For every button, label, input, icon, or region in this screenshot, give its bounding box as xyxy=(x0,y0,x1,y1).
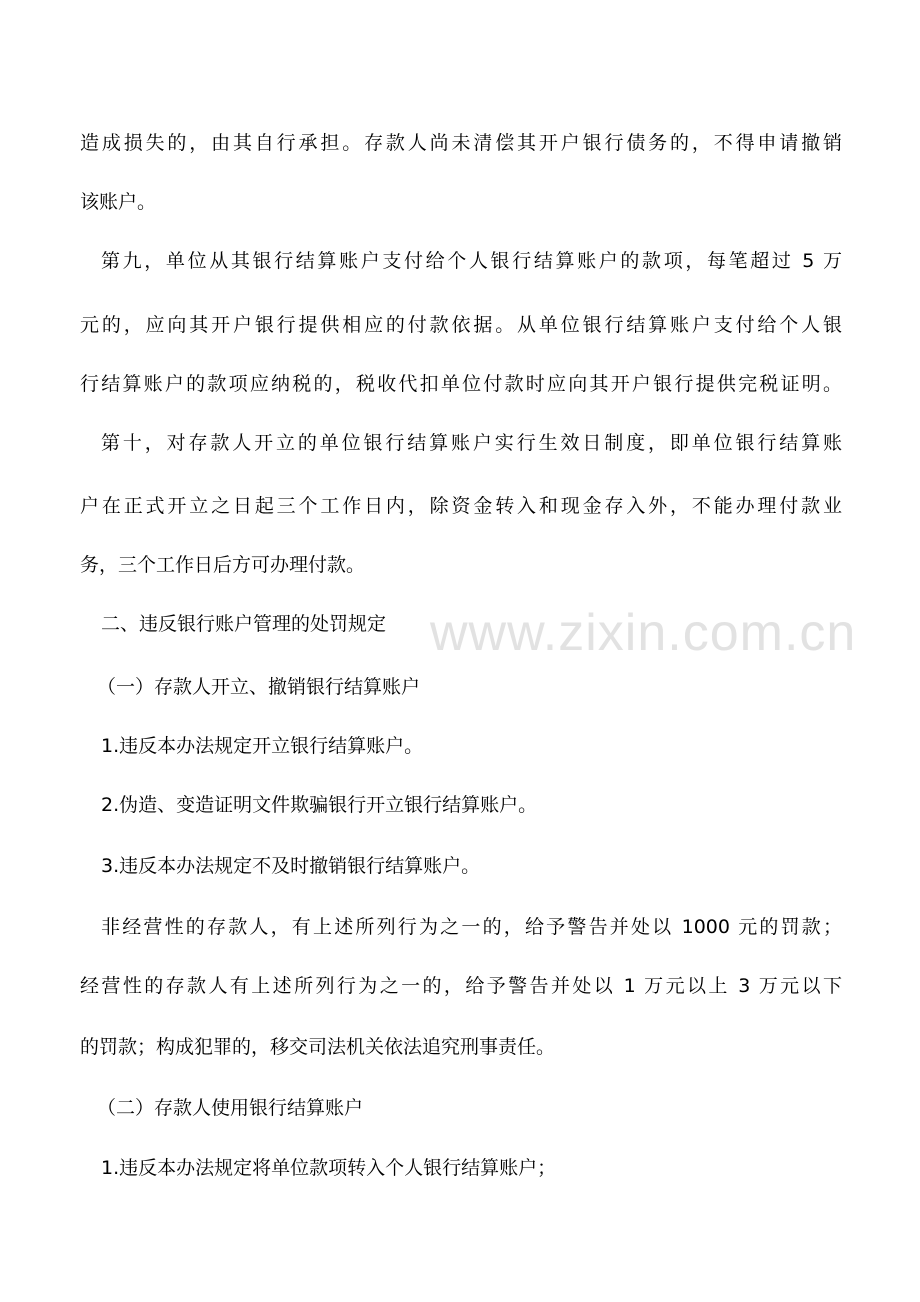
text-line: 该账户。 xyxy=(80,191,157,213)
list-item: 3.违反本办法规定不及时撤销银行结算账户。 xyxy=(101,855,481,877)
text-line: 非经营性的存款人，有上述所列行为之一的，给予警告并处以 1000 元的罚款； xyxy=(101,916,842,938)
text-line: 户在正式开立之日起三个工作日内，除资金转入和现金存入外，不能办理付款业 xyxy=(80,495,842,517)
section-heading: 二、违反银行账户管理的处罚规定 xyxy=(101,613,387,635)
subsection-heading: （二）存款人使用银行结算账户 xyxy=(97,1097,364,1119)
list-item: 2.伪造、变造证明文件欺骗银行开立银行结算账户。 xyxy=(101,794,538,816)
subsection-heading: （一）存款人开立、撤销银行结算账户 xyxy=(97,676,421,698)
watermark: www.zixin.com.cn xyxy=(430,604,857,662)
text-line: 第九，单位从其银行结算账户支付给个人银行结算账户的款项，每笔超过 5 万 xyxy=(101,250,842,272)
list-item: 1.违反本办法规定将单位款项转入个人银行结算账户； xyxy=(101,1157,557,1179)
text-line: 第十，对存款人开立的单位银行结算账户实行生效日制度，即单位银行结算账 xyxy=(101,432,842,454)
text-line: 务，三个工作日后方可办理付款。 xyxy=(80,554,366,576)
text-line: 造成损失的，由其自行承担。存款人尚未清偿其开户银行债务的，不得申请撤销 xyxy=(80,132,842,154)
text-line: 元的，应向其开户银行提供相应的付款依据。从单位银行结算账户支付给个人银 xyxy=(80,314,842,336)
text-line: 的罚款；构成犯罪的，移交司法机关依法追究刑事责任。 xyxy=(80,1036,556,1058)
text-line: 行结算账户的款项应纳税的，税收代扣单位付款时应向其开户银行提供完税证明。 xyxy=(80,373,842,395)
list-item: 1.违反本办法规定开立银行结算账户。 xyxy=(101,735,424,757)
text-line: 经营性的存款人有上述所列行为之一的，给予警告并处以 1 万元以上 3 万元以下 xyxy=(80,975,842,997)
